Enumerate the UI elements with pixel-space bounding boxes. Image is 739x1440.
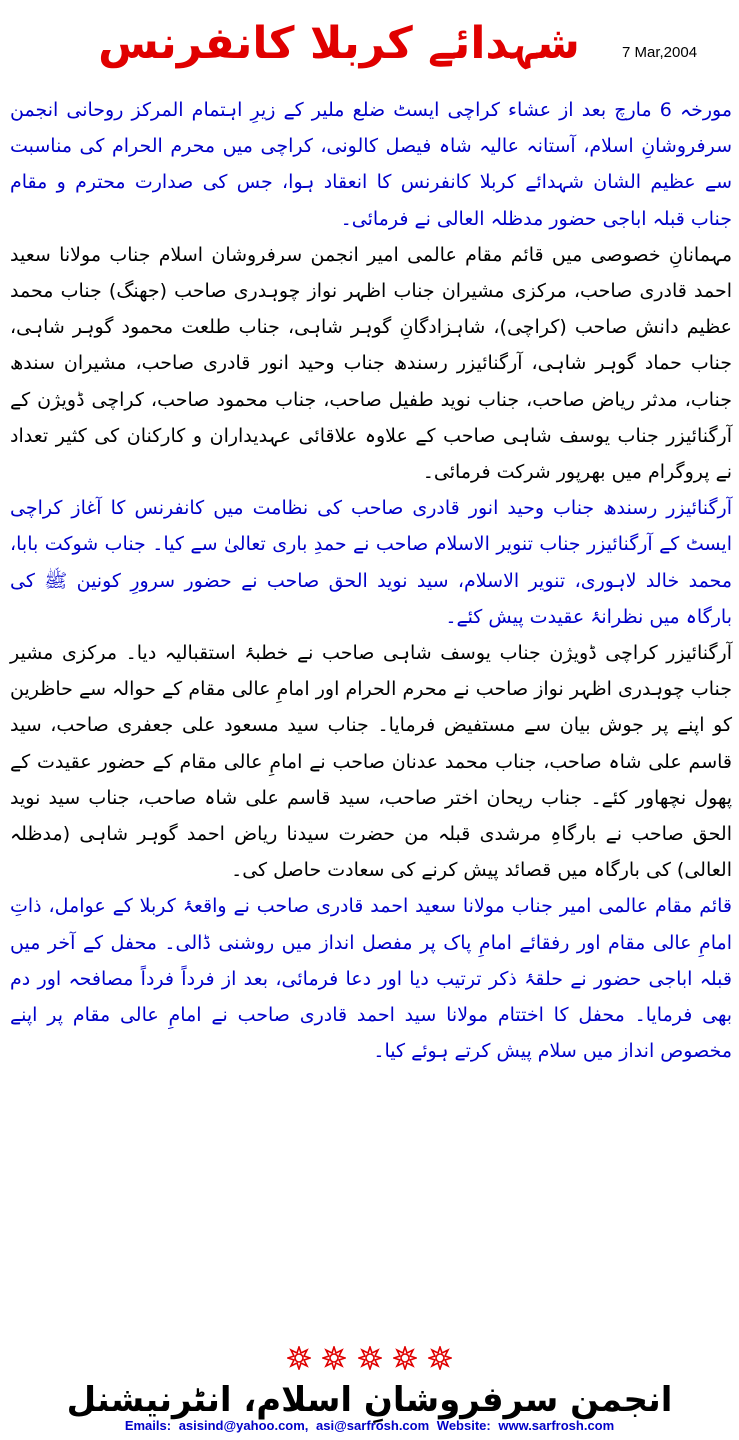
- organization-name: انجمن سرفروشانِ اسلام، انٹرنیشنل: [66, 1380, 673, 1420]
- paragraph-speeches: آرگنائیزر کراچی ڈویژن جناب یوسف شاہی صاحب نے خطبۂ استقبالیہ دیا۔ مرکزی مشیر جناب چوہدری اظہر نواز صاحب نے محرم الحرام اور امامِ عالی مقام کے حوالہ سے حاظرین کو اپنے پر جوش بیان سے مستفیض فرمایا۔ جناب سید مسعود علی جعفری صاحب، سید قاسم علی شاہ صاحب، جناب محمد عدنان صاحب نے امامِ عالی مقام کے حضور عقیدت کے پھول نچھاور کئے۔ جناب ریحان اختر صاحب، سید قاسم علی شاہ صاحب، جناب سید نوید الحق صاحب نے بارگاہِ مرشدی قبلہ من حضرت سیدنا ریاض احمد گوہر شاہی (مدظلہ العالی) کی بارگاہ میں قصائد پیش کرنے کی سعادت حاصل کی۔: [10, 642, 732, 882]
- email-link-2[interactable]: asi@sarfrosh.com: [316, 1418, 430, 1433]
- date-label: 7 Mar,2004: [622, 44, 698, 61]
- flower-ornament-icon: [393, 1346, 417, 1370]
- website-label: Website:: [436, 1418, 491, 1433]
- paragraph-intro: مورخہ 6 مارچ بعد از عشاء کراچی ایسٹ ضلع ملیر کے زیرِ اہتمام المرکز روحانی انجمن سرفروشانِ اسلام، آستانہ عالیہ شاہ فیصل کالونی، کراچی میں محرم الحرام کی مناسبت سے عظیم الشان شہدائے کربلا کانفرنس کا انعقاد ہوا، جس کی صدارت محترم و مقام جناب قبلہ اباجی حضور مدظلہ العالی نے فرمائی۔: [10, 99, 732, 230]
- article-body: [10, 92, 732, 1069]
- website-link[interactable]: www.sarfrosh.com: [498, 1418, 615, 1433]
- flower-ornament-icon: [322, 1346, 346, 1370]
- header: [0, 0, 739, 88]
- contact-line: [0, 1418, 739, 1433]
- ornament-row: [0, 1346, 739, 1370]
- emails-label: Emails:: [124, 1418, 172, 1433]
- page-title: شہدائے کربلا کانفرنس: [98, 18, 580, 69]
- paragraph-opening: آرگنائیزر رسندھ جناب وحید انور قادری صاحب کی نظامت میں کانفرنس کا آغاز کراچی ایسٹ کے آرگنائیزر جناب تنویر الاسلام صاحب نے حمدِ باری تعالیٰ سے کیا۔ جناب شوکت بابا، محمد خالد لاہوری، تنویر الاسلام، سید نوید الحق صاحب نے حضور سرورِ کونین ﷺ کی بارگاہ میں نظرانۂ عقیدت پیش کئے۔: [10, 497, 732, 628]
- paragraph-closing: قائم مقام عالمی امیر جناب مولانا سعید احمد قادری صاحب نے واقعۂ کربلا کے عوامل، ذاتِ امامِ عالی مقام اور رفقائے امامِ پاک پر مفصل انداز میں روشنی ڈالی۔ محفل کے آخر میں قبلہ اباجی حضور نے حلقۂ ذکر ترتیب دیا اور دعا فرمائی، بعد از فرداً فرداً مصافحہ اور دم بھی فرمایا۔ محفل کا اختتام مولانا سید احمد قادری صاحب نے امامِ عالی مقام پر اپنے مخصوص انداز میں سلام پیش کرتے ہوئے کیا۔: [10, 895, 732, 1063]
- paragraph-guests: مہمانانِ خصوصی میں قائم مقام عالمی امیر انجمن سرفروشان اسلام جناب مولانا سعید احمد قادری صاحب، مرکزی مشیران جناب اظہر نواز چوہدری صاحب (جھنگ) جناب محمد عظیم دانش صاحب (کراچی)، شاہزادگانِ گوہر شاہی، جناب طلعت محمود گوہر شاہی، جناب حماد گوہر شاہی، آرگنائیزر رسندھ جناب وحید انور قادری صاحب، مشیران سندھ جناب، مدثر ریاض صاحب، جناب نوید طفیل صاحب، جناب محمود صاحب، کراچی ڈویژن کے آرگنائیزر جناب یوسف شاہی صاحب کے علاوہ علاقائی عہدیداران و کارکنان کی کثیر تعداد نے پروگرام میں بھرپور شرکت فرمائی۔: [10, 243, 732, 484]
- email-link-1[interactable]: asisind@yahoo.com,: [178, 1418, 309, 1433]
- flower-ornament-icon: [287, 1346, 311, 1370]
- flower-ornament-icon: [358, 1346, 382, 1370]
- flower-ornament-icon: [428, 1346, 452, 1370]
